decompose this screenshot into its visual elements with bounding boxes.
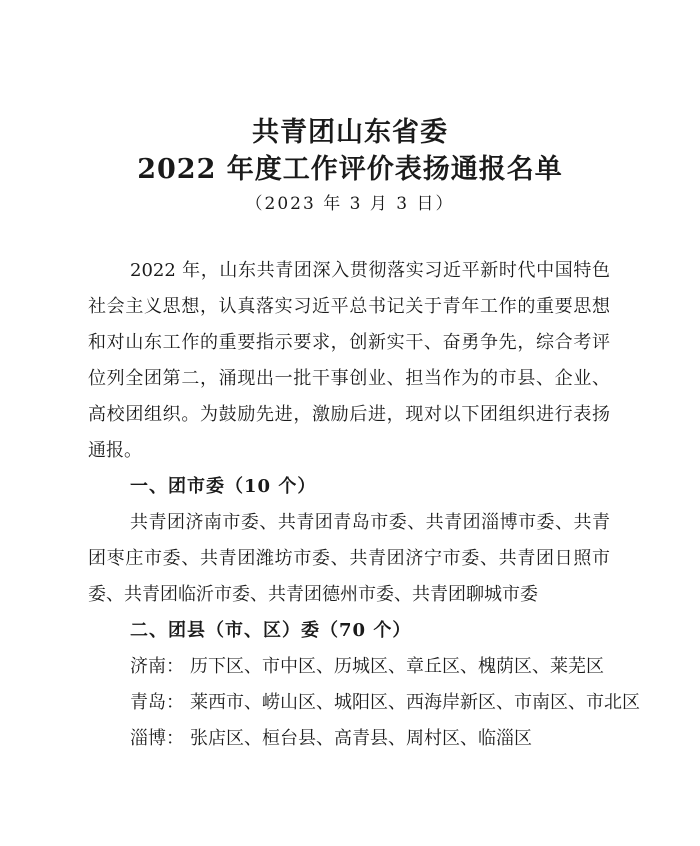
intro-line-4: 位列全团第二，涌现出一批干事创业、担当作为的市县、企业、 — [88, 368, 610, 389]
section1-line-2: 团枣庄市委、共青团潍坊市委、共青团济宁市委、共青团日照市 — [88, 548, 610, 569]
county-row-items: 张店区、桓台县、高青县、周村区、临淄区 — [190, 728, 532, 749]
intro-line-3: 和对山东工作的重要指示要求，创新实干、奋勇争先，综合考评 — [88, 332, 610, 353]
county-row-zibo — [130, 724, 610, 750]
document-date: （2023 年 3 月 3 日） — [245, 194, 455, 214]
intro-line-5: 高校团组织。为鼓励先进，激励后进，现对以下团组织进行表扬 — [88, 404, 610, 425]
document-title-line1: 共青团山东省委 — [252, 117, 448, 148]
county-row-city: 济南： — [130, 656, 184, 677]
section2-heading: 二、团县（市、区）委（70 个） — [130, 620, 412, 641]
county-row-items: 莱西市、崂山区、城阳区、西海岸新区、市南区、市北区 — [190, 692, 640, 713]
county-row-city: 淄博： — [130, 728, 184, 749]
intro-line-1: 2022 年，山东共青团深入贯彻落实习近平新时代中国特色 — [130, 260, 610, 281]
document-title-line2: 2022 年度工作评价表扬通报名单 — [137, 154, 563, 185]
county-row-jinan — [130, 652, 610, 678]
county-row-qingdao — [130, 688, 640, 714]
intro-line-2: 社会主义思想，认真落实习近平总书记关于青年工作的重要思想 — [88, 296, 610, 317]
section1-heading: 一、团市委（10 个） — [130, 476, 317, 497]
county-row-city: 青岛： — [130, 692, 184, 713]
intro-line-6: 通报。 — [88, 440, 142, 461]
county-row-items: 历下区、市中区、历城区、章丘区、槐荫区、莱芜区 — [190, 656, 604, 677]
section1-line-1: 共青团济南市委、共青团青岛市委、共青团淄博市委、共青 — [130, 512, 610, 533]
section1-line-3: 委、共青团临沂市委、共青团德州市委、共青团聊城市委 — [88, 584, 538, 605]
